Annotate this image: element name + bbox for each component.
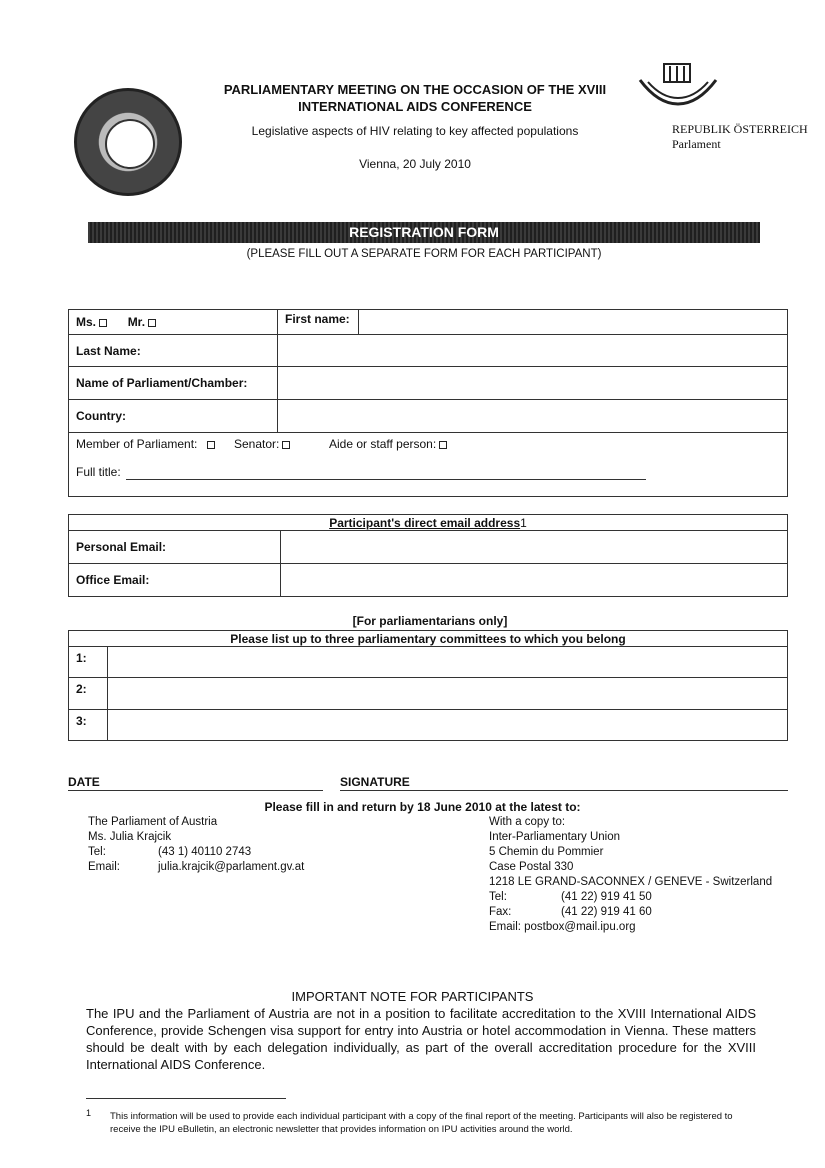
header-line2: INTERNATIONAL AIDS CONFERENCE <box>298 99 532 114</box>
salutation-cell <box>69 310 278 335</box>
status-cell <box>69 433 788 497</box>
aide-checkbox[interactable] <box>439 441 447 449</box>
footnote-text: This information will be used to provide each individual participant with a copy of the final report of the meeting. Participants will also be registered to receive the IPU eBulletin, an electronic newsletter that provides information on IPU activities around the world. <box>110 1111 733 1135</box>
email-heading-cell <box>69 515 788 531</box>
austria-line1: REPUBLIK ÖSTERREICH <box>672 122 808 136</box>
first-name-label-cell <box>278 310 359 335</box>
email-label: Email: <box>88 861 120 873</box>
registration-banner <box>88 222 760 243</box>
ipu-street: 5 Chemin du Pommier <box>489 846 604 858</box>
austria-parliament-label <box>672 122 808 152</box>
signature-label: SIGNATURE <box>340 775 410 789</box>
mr-checkbox[interactable] <box>148 319 156 327</box>
committee-2-field[interactable] <box>108 678 788 710</box>
member-checkbox[interactable] <box>207 441 215 449</box>
senator-checkbox[interactable] <box>282 441 290 449</box>
full-title-field[interactable] <box>126 479 646 480</box>
note-title: IMPORTANT NOTE FOR PARTICIPANTS <box>291 989 534 1004</box>
ms-label: Ms. <box>76 315 97 329</box>
austria-name: Ms. Julia Krajcik <box>88 831 172 843</box>
austria-contact <box>88 815 388 875</box>
personal-details-table <box>68 309 788 497</box>
seal-year: 1889 <box>116 149 140 160</box>
office-email-field[interactable] <box>281 564 788 597</box>
signature-field[interactable] <box>340 790 788 791</box>
ipu-tel: (41 22) 919 41 50 <box>561 891 652 903</box>
email-footnote-ref: 1 <box>520 515 527 530</box>
ipu-fax: (41 22) 919 41 60 <box>561 906 652 918</box>
ipu-seal-logo <box>74 88 182 196</box>
seal-building-icon <box>105 119 155 169</box>
header-date: Vienna, 20 July 2010 <box>359 157 471 171</box>
ipu-city: 1218 LE GRAND-SACONNEX / GENEVE - Switzerland <box>489 876 773 888</box>
parliament-label: Name of Parliament/Chamber: <box>69 367 278 400</box>
return-heading: Please fill in and return by 18 June 2010 at the latest to: <box>264 800 581 814</box>
office-email-label: Office Email: <box>69 564 281 597</box>
full-title-label: Full title: <box>76 465 121 479</box>
last-name-field[interactable] <box>278 335 788 367</box>
first-name-label: First name: <box>285 312 350 326</box>
email-table <box>68 514 788 597</box>
ipu-copy: With a copy to: <box>489 816 566 828</box>
committees-table <box>68 630 788 741</box>
committee-row-label: 1: <box>69 647 108 678</box>
senator-label: Senator: <box>234 437 280 451</box>
aide-label: Aide or staff person: <box>329 437 437 451</box>
header-subtitle: Legislative aspects of HIV relating to key affected populations <box>251 124 579 138</box>
ipu-box: Case Postal 330 <box>489 861 574 873</box>
personal-email-label: Personal Email: <box>69 531 281 564</box>
ipu-email[interactable]: Email: postbox@mail.ipu.org <box>489 921 636 933</box>
first-name-field[interactable] <box>359 310 788 335</box>
austria-line2: Parlament <box>672 137 721 151</box>
committee-row-label: 3: <box>69 710 108 741</box>
committee-3-field[interactable] <box>108 710 788 741</box>
registration-title: REGISTRATION FORM <box>349 224 499 240</box>
footnote-marker: 1 <box>86 1108 92 1118</box>
country-label: Country: <box>69 400 278 433</box>
committee-row-label: 2: <box>69 678 108 710</box>
date-label: DATE <box>68 775 100 789</box>
parliament-field[interactable] <box>278 367 788 400</box>
austria-email[interactable]: julia.krajcik@parlament.gv.at <box>158 861 305 873</box>
committee-1-field[interactable] <box>108 647 788 678</box>
footnote-divider <box>86 1098 286 1099</box>
mr-label: Mr. <box>127 315 146 329</box>
country-field[interactable] <box>278 400 788 433</box>
tel-label: Tel: <box>88 846 106 858</box>
ipu-org: Inter-Parliamentary Union <box>489 831 621 843</box>
header-line1: PARLIAMENTARY MEETING ON THE OCCASION OF THE XVIII <box>223 82 607 97</box>
austria-tel: (43 1) 40110 2743 <box>158 846 252 858</box>
ipu-fax-label: Fax: <box>489 906 512 918</box>
austrian-parliament-logo-icon <box>636 58 720 110</box>
personal-email-field[interactable] <box>281 531 788 564</box>
austria-org: The Parliament of Austria <box>88 816 218 828</box>
note-body: The IPU and the Parliament of Austria are not in a position to facilitate accreditation to the XVIII International AIDS Conference, provide Schengen visa support for entry into Austria or hotel accommodation in Vienna. These matters should be dealt with by each delegation individually, as part of the overall accreditation procedure for the XVIII International AIDS Conference. <box>86 1006 756 1072</box>
registration-instructions: (PLEASE FILL OUT A SEPARATE FORM FOR EACH PARTICIPANT) <box>246 248 602 260</box>
ms-checkbox[interactable] <box>99 319 107 327</box>
ipu-tel-label: Tel: <box>489 891 507 903</box>
committees-note: [For parliamentarians only] <box>352 614 508 628</box>
ipu-contact <box>489 815 789 935</box>
committees-heading: Please list up to three parliamentary committees to which you belong <box>69 631 788 647</box>
last-name-label: Last Name: <box>69 335 278 367</box>
member-label: Member of Parliament: <box>76 437 198 451</box>
email-heading: Participant's direct email address <box>329 515 521 530</box>
date-field[interactable] <box>68 790 323 791</box>
